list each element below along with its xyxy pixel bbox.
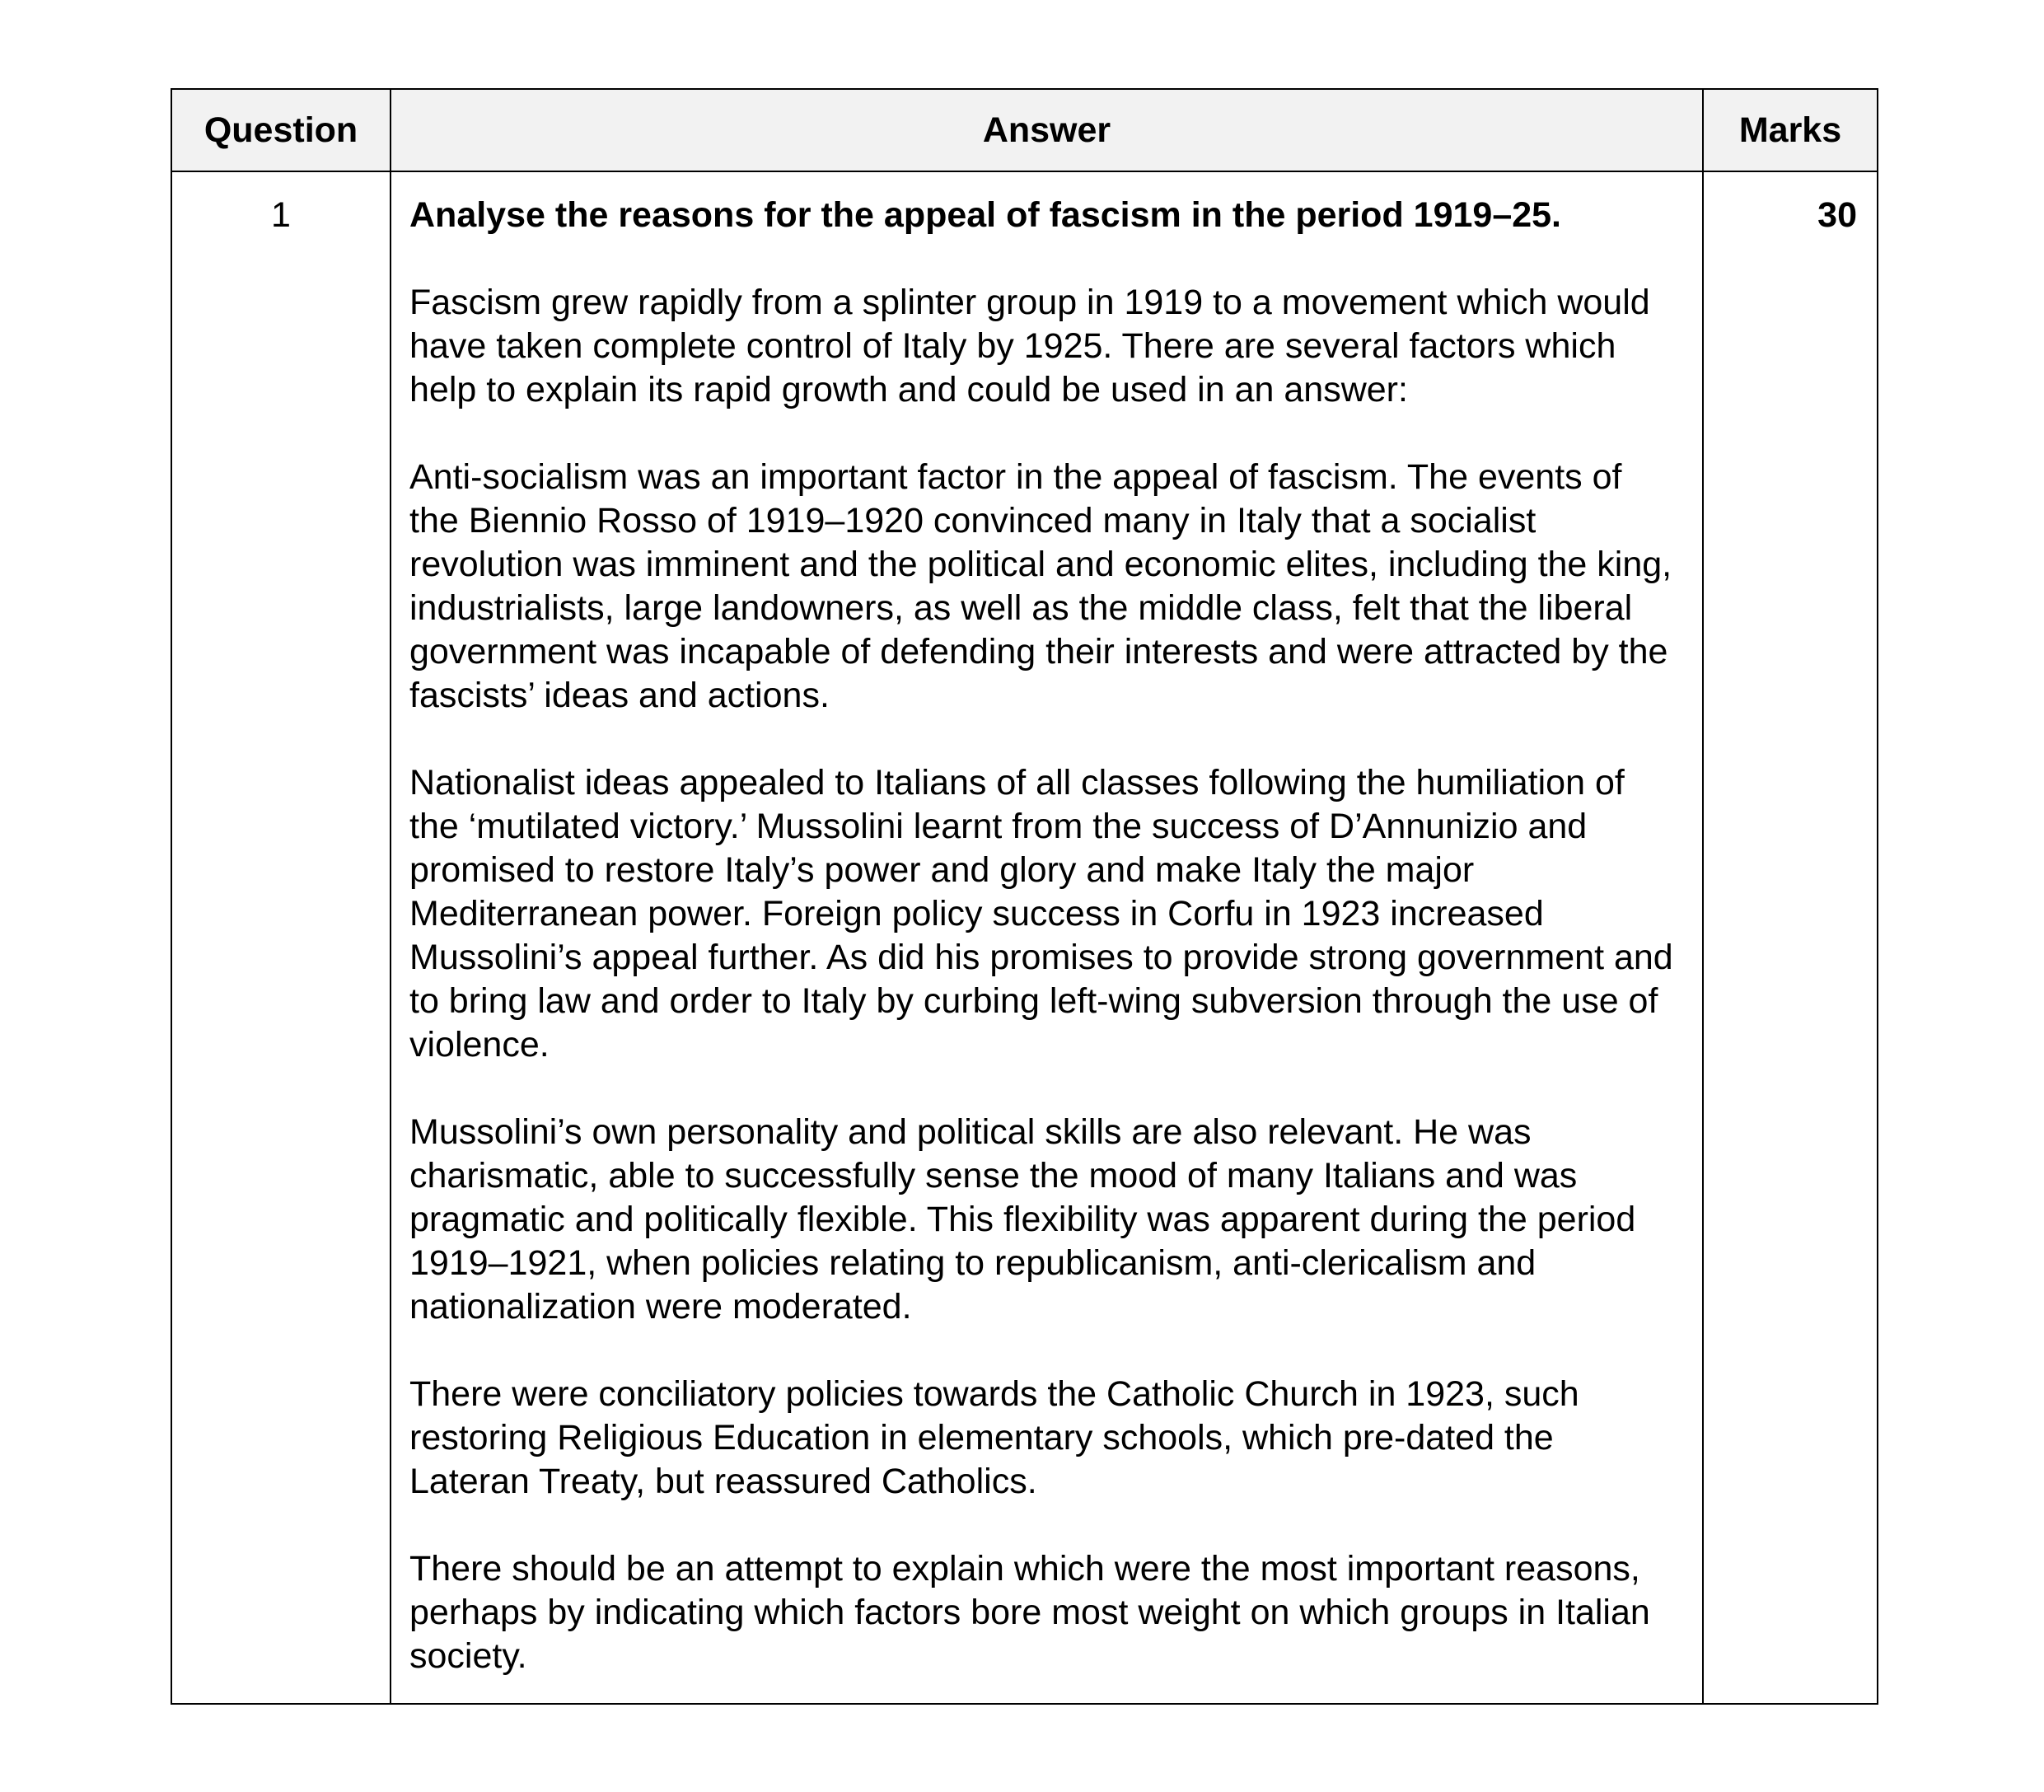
question-number: 1	[171, 171, 391, 1704]
answer-cell	[391, 171, 1703, 1704]
marks-column-header: Marks	[1703, 89, 1878, 171]
header-row	[171, 89, 1878, 171]
question-prompt: Analyse the reasons for the appeal of fascism in the period 1919–25.	[409, 195, 1562, 235]
mark-scheme-table	[171, 88, 1878, 1705]
answer-paragraph-nationalism: Nationalist ideas appealed to Italians of all classes following the humiliation of the ‘mutilated victory.’ Mussolini learnt from the success of D’Annunizio and promised to restore Italy’s power and glory and make Italy the major Mediterranean power. Foreign policy success in Corfu in 1923 increased Mussolini’s appeal further. As did his promises to provide strong government and to bring law and order to Italy by curbing left-wing subversion through the use of violence.	[409, 763, 1673, 1064]
answer-paragraph-conclusion: There should be an attempt to explain which were the most important reasons, perhaps by indicating which factors bore most weight on which groups in Italian society.	[409, 1549, 1650, 1676]
question-column-header: Question	[171, 89, 391, 171]
table-row	[171, 171, 1878, 1704]
answer-paragraph-personality: Mussolini’s own personality and political skills are also relevant. He was charismatic, able to successfully sense the mood of many Italians and was pragmatic and politically flexible. This flexibility was apparent during the period 1919–1921, when policies relating to republicanism, anti-clericalism and nationalization were moderated.	[409, 1112, 1636, 1326]
marks-value: 30	[1703, 171, 1878, 1704]
answer-column-header: Answer	[391, 89, 1703, 171]
answer-paragraph-anti-socialism: Anti-socialism was an important factor in the appeal of fascism. The events of the Biennio Rosso of 1919–1920 convinced many in Italy that a socialist revolution was imminent and the political and economic elites, including the king, industrialists, large landowners, as well as the middle class, felt that the liberal government was incapable of defending their interests and were attracted by the fascists’ ideas and actions.	[409, 457, 1672, 715]
answer-paragraph-intro: Fascism grew rapidly from a splinter group in 1919 to a movement which would have taken complete control of Italy by 1925. There are several factors which help to explain its rapid growth and could be used in an answer:	[409, 283, 1650, 409]
answer-paragraph-catholic-church: There were conciliatory policies towards the Catholic Church in 1923, such restoring Religious Education in elementary schools, which pre-dated the Lateran Treaty, but reassured Catholics.	[409, 1374, 1579, 1501]
